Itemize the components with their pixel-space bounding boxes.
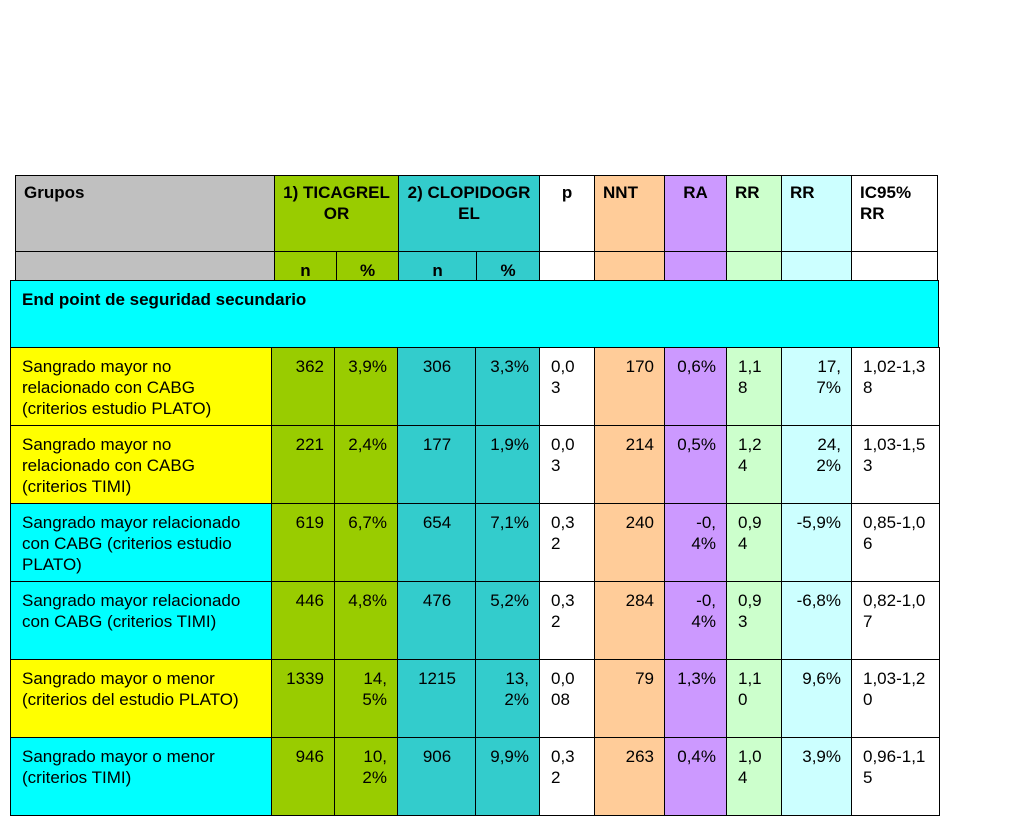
header-clopidogrel: 2) CLOPIDOGREL [399,176,540,252]
table-row [11,738,940,816]
header-rr: RR [727,176,782,252]
results-table-body [10,347,940,816]
row-group: Sangrado mayor o menor (criterios TIMI) [11,738,272,816]
row-ic95: 1,03-1,20 [852,660,940,738]
row-ticagrelor-n: 946 [272,738,335,816]
row-nnt: 79 [595,660,665,738]
row-ra: 0,6% [665,348,727,426]
header-ra: RA [665,176,727,252]
table-row [11,504,940,582]
section-title: End point de seguridad secundario [10,280,939,348]
row-rr: 1,04 [727,738,782,816]
row-ticagrelor-pct: 3,9% [335,348,398,426]
header-grupos: Grupos [16,176,275,252]
header-rrr: RR [782,176,852,252]
row-ic95: 0,82-1,07 [852,582,940,660]
row-ra: 1,3% [665,660,727,738]
row-rrr: 17,7% [782,348,852,426]
table-row [11,660,940,738]
row-clopidogrel-pct: 7,1% [476,504,540,582]
row-p: 0,03 [540,426,595,504]
row-p: 0,32 [540,504,595,582]
row-ticagrelor-pct: 14,5% [335,660,398,738]
row-ic95: 0,96-1,15 [852,738,940,816]
row-group: Sangrado mayor no relacionado con CABG (criterios TIMI) [11,426,272,504]
row-ticagrelor-pct: 10,2% [335,738,398,816]
header-ticagrelor: 1) TICAGRELOR [275,176,399,252]
row-nnt: 170 [595,348,665,426]
row-clopidogrel-n: 654 [398,504,476,582]
row-nnt: 214 [595,426,665,504]
row-ticagrelor-n: 221 [272,426,335,504]
row-p: 0,32 [540,582,595,660]
row-ic95: 1,03-1,53 [852,426,940,504]
row-group: Sangrado mayor relacionado con CABG (criterios estudio PLATO) [11,504,272,582]
row-rr: 1,10 [727,660,782,738]
row-rrr: 24,2% [782,426,852,504]
row-clopidogrel-pct: 13,2% [476,660,540,738]
row-rr: 0,94 [727,504,782,582]
row-ra: -0,4% [665,504,727,582]
row-rrr: -5,9% [782,504,852,582]
row-ticagrelor-n: 446 [272,582,335,660]
row-rr: 1,18 [727,348,782,426]
table-row [11,582,940,660]
header-ic95: IC95% RR [852,176,938,252]
subheader-n1: n [275,252,337,288]
row-group: Sangrado mayor no relacionado con CABG (criterios estudio PLATO) [11,348,272,426]
row-group: Sangrado mayor relacionado con CABG (criterios TIMI) [11,582,272,660]
header-nnt: NNT [595,176,665,252]
row-nnt: 263 [595,738,665,816]
row-clopidogrel-n: 306 [398,348,476,426]
row-ra: 0,5% [665,426,727,504]
row-clopidogrel-pct: 5,2% [476,582,540,660]
row-clopidogrel-pct: 1,9% [476,426,540,504]
subheader-n2: n [399,252,477,288]
row-group: Sangrado mayor o menor (criterios del estudio PLATO) [11,660,272,738]
row-ticagrelor-n: 619 [272,504,335,582]
row-ticagrelor-pct: 6,7% [335,504,398,582]
row-rrr: -6,8% [782,582,852,660]
row-rrr: 3,9% [782,738,852,816]
row-ticagrelor-n: 362 [272,348,335,426]
subheader-pct2: % [477,252,540,288]
row-ticagrelor-pct: 2,4% [335,426,398,504]
table-row [11,426,940,504]
row-rr: 0,93 [727,582,782,660]
row-clopidogrel-pct: 9,9% [476,738,540,816]
row-ic95: 0,85-1,06 [852,504,940,582]
row-clopidogrel-pct: 3,3% [476,348,540,426]
row-ticagrelor-pct: 4,8% [335,582,398,660]
row-rr: 1,24 [727,426,782,504]
results-table-header [15,175,938,288]
row-ra: -0,4% [665,582,727,660]
row-clopidogrel-n: 906 [398,738,476,816]
row-clopidogrel-n: 177 [398,426,476,504]
row-ticagrelor-n: 1339 [272,660,335,738]
row-nnt: 284 [595,582,665,660]
row-nnt: 240 [595,504,665,582]
header-p: p [540,176,595,252]
subheader-pct1: % [337,252,399,288]
row-p: 0,32 [540,738,595,816]
row-ic95: 1,02-1,38 [852,348,940,426]
row-clopidogrel-n: 1215 [398,660,476,738]
row-p: 0,008 [540,660,595,738]
table-row [11,348,940,426]
row-p: 0,03 [540,348,595,426]
row-ra: 0,4% [665,738,727,816]
row-rrr: 9,6% [782,660,852,738]
row-clopidogrel-n: 476 [398,582,476,660]
